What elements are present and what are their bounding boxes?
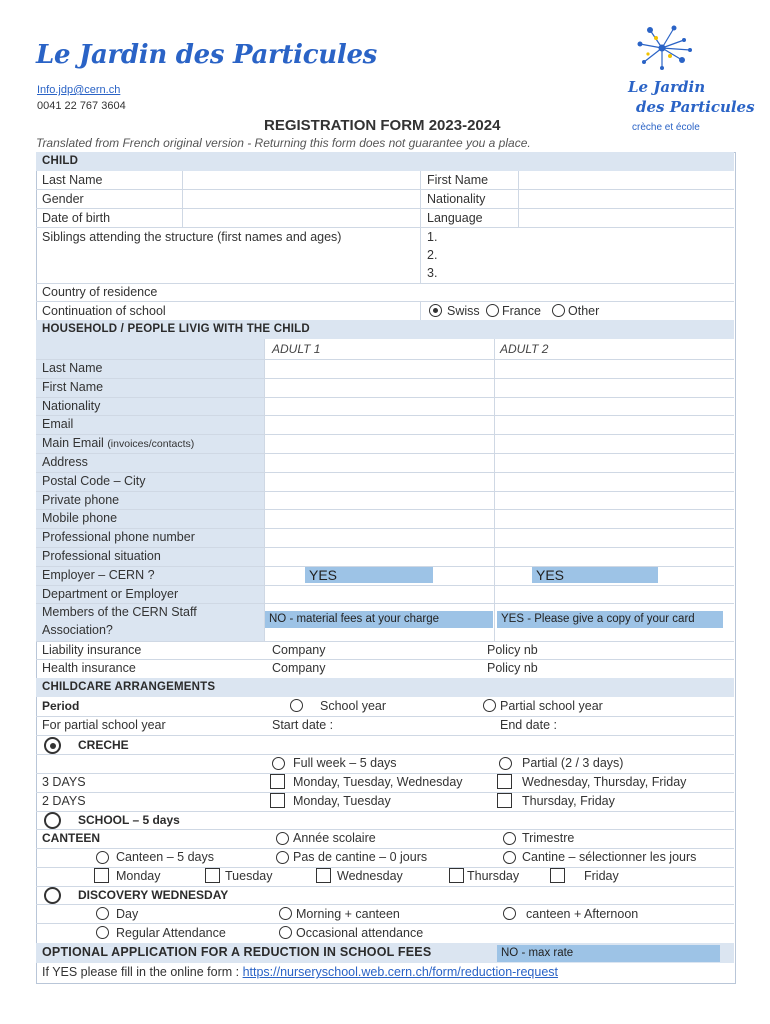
adult2-field[interactable]: [495, 454, 733, 471]
radio-trimestre[interactable]: [503, 832, 516, 845]
check-tf[interactable]: [497, 793, 512, 808]
label-last-name: Last Name: [42, 173, 103, 187]
logo-tagline: crèche et école: [632, 122, 700, 133]
radio-pas-cantine[interactable]: [276, 851, 289, 864]
health-company: Company: [272, 661, 326, 675]
label-siblings: Siblings attending the structure (first names and ages): [42, 230, 342, 244]
option-canteen-5: Canteen – 5 days: [116, 850, 214, 864]
staff-assoc-no[interactable]: NO - material fees at your charge: [265, 611, 493, 628]
phone-number: 0041 22 767 3604: [37, 100, 126, 112]
option-swiss: Swiss: [447, 304, 480, 318]
adult2-field[interactable]: [495, 586, 733, 603]
adult2-field[interactable]: [495, 492, 733, 509]
radio-partial-year[interactable]: [483, 699, 496, 712]
label-dob: Date of birth: [42, 211, 111, 225]
label-canteen: CANTEEN: [42, 831, 101, 845]
check-mtw[interactable]: [270, 774, 285, 789]
option-friday: Friday: [584, 869, 619, 883]
label-staff-assoc-1: Members of the CERN Staff: [42, 605, 197, 619]
adult1-field[interactable]: [265, 398, 493, 415]
label-gender: Gender: [42, 192, 84, 206]
adult1-field[interactable]: [265, 492, 493, 509]
sibling-3: 3.: [427, 266, 438, 280]
radio-cantine-sel[interactable]: [503, 851, 516, 864]
radio-annee[interactable]: [276, 832, 289, 845]
main-email-suffix: (invoices/contacts): [107, 438, 195, 451]
label-health: Health insurance: [42, 661, 136, 675]
household-row-label: Last Name: [42, 361, 103, 375]
adult2-cern-yes[interactable]: YES: [532, 567, 658, 583]
household-row-label: Email: [42, 417, 74, 432]
label-discovery: DISCOVERY WEDNESDAY: [78, 888, 229, 902]
form-title: REGISTRATION FORM 2023-2024: [264, 117, 501, 134]
option-wtf: Wednesday, Thursday, Friday: [522, 775, 687, 789]
radio-partial-days[interactable]: [499, 757, 512, 770]
option-monday: Monday: [116, 869, 161, 883]
translation-note: Translated from French original version - Returning this form does not guarantee you a place.: [36, 136, 531, 150]
adult1-field[interactable]: [265, 416, 493, 433]
label-nationality: Nationality: [427, 192, 486, 206]
option-full-week: Full week – 5 days: [293, 756, 397, 770]
section-childcare: CHILDCARE ARRANGEMENTS: [36, 678, 734, 697]
radio-school-year[interactable]: [290, 699, 303, 712]
adult1-field[interactable]: [265, 435, 493, 452]
option-trimestre: Trimestre: [522, 831, 575, 845]
option-regular: Regular Attendance: [116, 926, 226, 940]
reduction-instructions: If YES please fill in the online form : https://nurseryschool.web.cern.ch/form/reduction-request: [42, 965, 559, 979]
radio-school[interactable]: [44, 812, 61, 829]
adult2-field[interactable]: [495, 510, 733, 527]
household-row-label: Department or Employer: [42, 586, 179, 601]
option-cantine-sel: Cantine – sélectionner les jours: [522, 850, 697, 864]
adult-2-header: ADULT 2: [500, 342, 549, 356]
radio-canteen-afternoon[interactable]: [503, 907, 516, 920]
adult2-field[interactable]: [495, 548, 733, 565]
check-thursday[interactable]: [449, 868, 464, 883]
adult1-field[interactable]: [265, 529, 493, 546]
brand-title: Le Jardin des Particules: [36, 40, 378, 70]
radio-day[interactable]: [96, 907, 109, 920]
option-annee: Année scolaire: [293, 831, 376, 845]
adult1-field[interactable]: [265, 586, 493, 603]
adult1-field[interactable]: [265, 510, 493, 527]
label-creche: CRECHE: [78, 738, 129, 752]
option-wednesday: Wednesday: [337, 869, 403, 883]
household-row-label: Address: [42, 455, 88, 469]
adult1-field[interactable]: [265, 548, 493, 565]
radio-regular[interactable]: [96, 926, 109, 939]
option-pas-cantine: Pas de cantine – 0 jours: [293, 850, 428, 864]
radio-full-week[interactable]: [272, 757, 285, 770]
label-period: Period: [42, 699, 80, 713]
option-other: Other: [568, 304, 600, 318]
label-start-date: Start date :: [272, 718, 334, 732]
label-country: Country of residence: [42, 285, 158, 299]
radio-france[interactable]: [486, 304, 499, 317]
household-row-label: Professional situation: [42, 549, 161, 563]
label-2-days: 2 DAYS: [42, 794, 86, 808]
check-friday[interactable]: [550, 868, 565, 883]
radio-discovery[interactable]: [44, 887, 61, 904]
option-morning-canteen: Morning + canteen: [296, 907, 400, 921]
adult1-field[interactable]: [265, 473, 493, 490]
adult2-field[interactable]: [495, 435, 733, 452]
check-wtf[interactable]: [497, 774, 512, 789]
check-mt[interactable]: [270, 793, 285, 808]
reduction-max-rate[interactable]: NO - max rate: [497, 945, 720, 962]
sibling-1: 1.: [427, 230, 438, 244]
check-monday[interactable]: [94, 868, 109, 883]
logo-line-1: Le Jardin: [628, 78, 706, 96]
adult1-field[interactable]: [265, 454, 493, 471]
option-mt: Monday, Tuesday: [293, 794, 391, 808]
option-school-year: School year: [320, 699, 387, 713]
option-partial-year: Partial school year: [500, 699, 603, 713]
radio-swiss[interactable]: [429, 304, 442, 317]
household-row-label: Mobile phone: [42, 511, 118, 526]
household-row-label: Main Email (invoices/contacts): [42, 436, 195, 451]
option-tf: Thursday, Friday: [522, 794, 615, 808]
staff-assoc-yes[interactable]: YES - Please give a copy of your card: [497, 611, 723, 628]
child-first-name-field[interactable]: [519, 172, 733, 188]
label-liability: Liability insurance: [42, 643, 142, 657]
radio-creche[interactable]: [44, 737, 61, 754]
option-day: Day: [116, 907, 139, 921]
check-tuesday[interactable]: [205, 868, 220, 883]
household-row-label: First Name: [42, 379, 104, 394]
household-row-label: Professional phone number: [42, 530, 195, 545]
label-for-partial: For partial school year: [42, 718, 166, 732]
household-row-label: Employer – CERN ?: [42, 567, 155, 582]
option-thursday: Thursday: [467, 869, 520, 883]
adult2-field[interactable]: [495, 360, 733, 377]
label-language: Language: [427, 211, 483, 225]
label-school: SCHOOL – 5 days: [78, 813, 180, 827]
label-3-days: 3 DAYS: [42, 775, 86, 789]
radio-morning-canteen[interactable]: [279, 907, 292, 920]
adult2-field[interactable]: [495, 416, 733, 433]
household-row-label: Nationality: [42, 398, 101, 413]
label-end-date: End date :: [500, 718, 557, 732]
email-link[interactable]: Info.jdp@cern.ch: [37, 84, 121, 96]
section-child: CHILD: [36, 152, 734, 171]
child-last-name-field[interactable]: [183, 172, 419, 188]
section-household: HOUSEHOLD / PEOPLE LIVIG WITH THE CHILD: [36, 320, 734, 339]
adult-1-header: ADULT 1: [272, 342, 321, 356]
adult1-field[interactable]: [265, 360, 493, 377]
radio-occasional[interactable]: [279, 926, 292, 939]
liability-company: Company: [272, 643, 326, 657]
option-mtw: Monday, Tuesday, Wednesday: [293, 775, 463, 789]
option-france: France: [502, 304, 541, 318]
liability-policy: Policy nb: [487, 643, 538, 657]
logo-line-2: des Particules: [636, 98, 755, 116]
sibling-2: 2.: [427, 248, 438, 262]
option-tuesday: Tuesday: [225, 869, 273, 883]
adult2-field[interactable]: [495, 473, 733, 490]
label-staff-assoc-2: Association?: [42, 623, 113, 637]
reduction-link[interactable]: https://nurseryschool.web.cern.ch/form/reduction-request: [242, 965, 559, 979]
adult2-field[interactable]: [495, 398, 733, 415]
adult1-field[interactable]: [265, 379, 493, 396]
option-canteen-afternoon: canteen + Afternoon: [526, 907, 639, 921]
health-policy: Policy nb: [487, 661, 538, 675]
check-wednesday[interactable]: [316, 868, 331, 883]
option-occasional: Occasional attendance: [296, 926, 424, 940]
radio-canteen-5[interactable]: [96, 851, 109, 864]
label-continuation: Continuation of school: [42, 304, 166, 318]
household-row-label: Private phone: [42, 492, 120, 507]
adult2-field[interactable]: [495, 379, 733, 396]
option-partial-days: Partial (2 / 3 days): [522, 756, 624, 770]
section-reduction: OPTIONAL APPLICATION FOR A REDUCTION IN SCHOOL FEES: [36, 943, 734, 963]
household-row-label: Postal Code – City: [42, 473, 146, 488]
label-first-name: First Name: [427, 173, 489, 187]
adult1-cern-yes[interactable]: YES: [305, 567, 433, 583]
adult2-field[interactable]: [495, 529, 733, 546]
radio-other[interactable]: [552, 304, 565, 317]
